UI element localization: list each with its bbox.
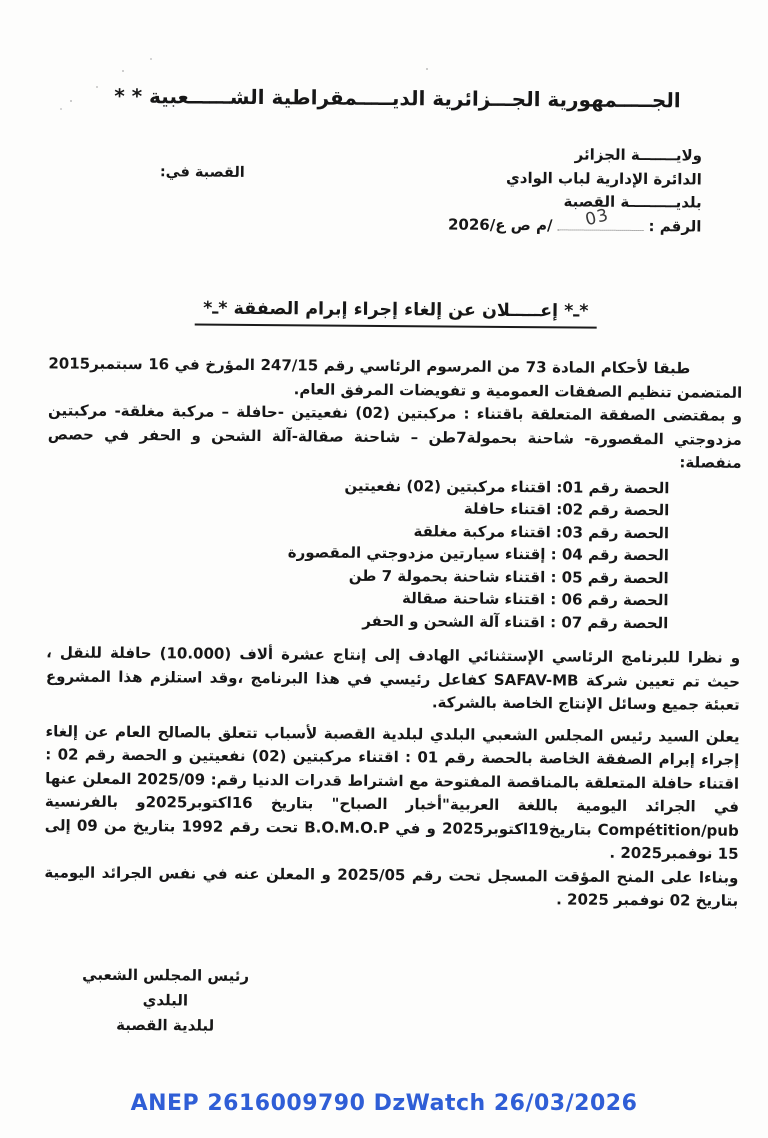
lot-item: الحصة رقم 03: اقتناء مركبة مغلقة xyxy=(413,521,670,542)
reference-line xyxy=(447,204,702,238)
signature-title: رئيس المجلس الشعبي البلدي xyxy=(82,965,250,1009)
administration-block xyxy=(448,142,702,238)
reference-number-handwritten: 03 xyxy=(583,204,612,230)
lot-item: الحصة رقم 02: اقتناء حافلة xyxy=(463,499,670,520)
announcement-title-row xyxy=(49,297,743,329)
document-body xyxy=(44,352,742,913)
announcement-title: *ـ* إعـــــلان عن إلغاء إجراء إبرام الصفقة *ـ* xyxy=(195,299,597,329)
signature-block xyxy=(59,962,272,1039)
anep-footer: ANEP 2616009790 DzWatch 26/03/2026 xyxy=(130,1091,638,1116)
paragraph-legal-basis: طبقا لأحكام المادة 73 من المرسوم الرئاسي رقم 247/15 المؤرخ في 16 سبتمبر2015 المتضمن تنظيم الصفقات العمومية و تفويضات المرفق العام. xyxy=(48,354,743,402)
commune-line: بلديـــــــــة القصبة xyxy=(563,192,702,212)
letterhead-region xyxy=(49,139,744,262)
paragraph-presidential-program: و نظرا للبرنامج الرئاسي الإستثنائي الهادف إلى إنتاج عشرة ألاف (10.000) حافلة للنقل ، حيث تم تعيين شركة SAFAV-MB كفاعل رئيسي في هذا البرنامج ،وقد استلزم هذا المشروع تعبئة جميع وسائل الإنتاج الخاصة بالشركة. xyxy=(45,643,741,714)
lots-list xyxy=(46,472,669,634)
lot-item: الحصة رقم 06 : اقتناء شاحنة صقالة xyxy=(402,589,669,610)
republic-header: الجـــــمهورية الجـــزائرية الديـــــمقراطية الشــــــعبية * * xyxy=(114,83,681,113)
signature-entity: لبلدية القصبة xyxy=(116,1015,215,1035)
wilaya-line: ولايـــــــة الجزائر xyxy=(574,145,703,165)
reference-label: الرقم : xyxy=(648,216,702,235)
lot-item: الحصة رقم 01: اقتناء مركبتين (02) نفعيتين xyxy=(344,476,670,497)
lot-item: الحصة رقم 07 : اقتناء آلة الشحن و الحفر xyxy=(362,611,669,632)
reference-suffix: /م ص ع/2026 xyxy=(447,214,553,234)
paragraph-tender-subject: و بمقتضى الصفقة المتعلقة باقتناء : مركبتين (02) نفعيتين -حافلة – مركبة مغلقة- مركبتين مزدوجتي المقصورة- شاحنة بحمولة7طن – شاحنة صقالة-آلة الشحن و الحفر في حصص منفصلة: xyxy=(47,401,743,472)
daira-line: الدائرة الإدارية لباب الوادي xyxy=(505,168,702,188)
place-date-label: القصبة في: xyxy=(159,164,245,181)
paragraph-provisional-award: وبناءا على المنح المؤقت المسجل تحت رقم 2025/05 و المعلن عنه في نفس الجرائد اليومية بتاريخ 02 نوفمبر 2025 . xyxy=(44,862,739,910)
lot-item: الحصة رقم 05 : اقتناء شاحنة بحمولة 7 طن xyxy=(348,566,669,587)
paragraph-cancellation: يعلن السيد رئيس المجلس الشعبي البلدي لبلدية القصبة لأسباب تتعلق بالصالح العام عن إلغاء إجراء إبرام الصفقة الخاصة بالحصة رقم 01 : اقتناء مركبتين (02) نفعيتين و الحصة رقم 02 : اقتناء حافلة المتعلقة بالمناقصة المفتوحة مع اشتراط قدرات الدنيا رقم: 2025/09 المعلن عنها في الجرائد اليومية باللغة العربية"أخبار الصباح" بتاريخ 16اكتوبر2025و بالفرنسية Compétition/pub بتاريخ19اكتوبر2025 و في B.O.M.O.P تحت رقم 1992 بتاريخ من 09 إلى 15 نوفمبر2025 . xyxy=(44,721,740,863)
reference-dotted-line xyxy=(558,204,644,231)
lot-item: الحصة رقم 04 : إقتناء سيارتين مزدوجتي المقصورة xyxy=(287,543,669,565)
